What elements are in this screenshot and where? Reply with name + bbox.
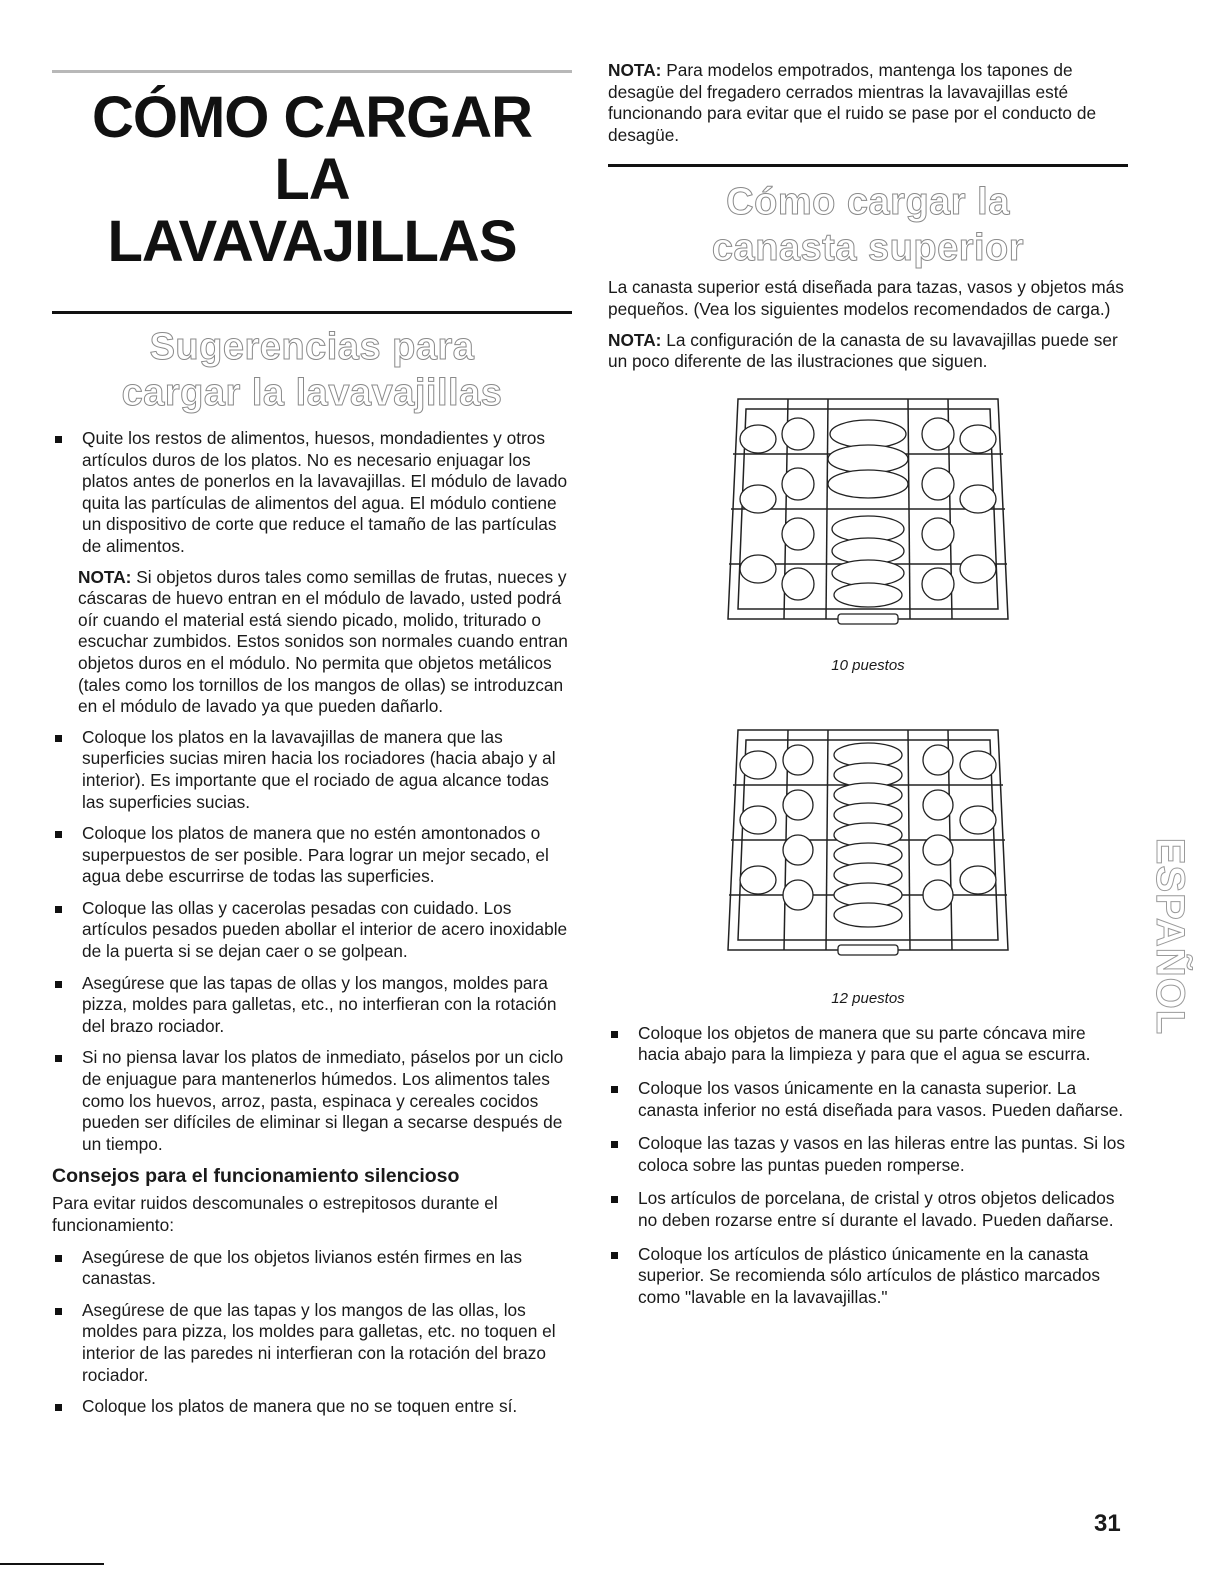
bullet-icon — [55, 981, 62, 988]
bullet-icon — [611, 1141, 618, 1148]
note-label: NOTA: — [78, 566, 132, 587]
upper-rack-note — [608, 330, 1128, 373]
rack-caption-10: 10 puestos — [831, 656, 905, 674]
list-item — [52, 973, 572, 1038]
bullet-icon — [55, 831, 62, 838]
tips-heading-line2: cargar la lavavajillas — [121, 372, 503, 414]
bullet-icon — [611, 1086, 618, 1093]
list-item — [608, 1244, 1128, 1309]
top-divider — [52, 70, 572, 73]
list-item-text: Quite los restos de alimentos, huesos, mondadientes y otros artículos duros de los platos. No es necesario enjuagar los platos antes de ponerlos en la lavavajillas. El módulo de lavado quita las partículas de alimentos del agua. El módulo contiene un dispositivo de corte que reduce el tamaño de las partículas de alimentos. — [82, 428, 568, 556]
list-item — [52, 428, 572, 558]
bullet-icon — [55, 436, 62, 443]
rack-illustration-12-place — [718, 710, 1018, 980]
list-item — [608, 1188, 1128, 1231]
list-item-text: Coloque las tazas y vasos en las hileras entre las puntas. Si los coloca sobre las puntas pueden romperse. — [638, 1133, 1126, 1175]
list-item — [52, 727, 572, 813]
rack-caption-12: 12 puestos — [831, 989, 905, 1007]
page-title — [52, 87, 572, 273]
quiet-list — [52, 1247, 572, 1418]
list-item — [52, 1300, 572, 1386]
tips-heading — [52, 324, 572, 416]
page-title-line1: CÓMO CARGAR LA — [91, 85, 533, 212]
page-number: 31 — [1094, 1510, 1121, 1537]
list-item-text: Asegúrese que las tapas de ollas y los mangos, moldes para pizza, moldes para galletas, etc., no interfieran con la rotación del brazo rociador. — [82, 972, 557, 1036]
quiet-heading: Consejos para el funcionamiento silencioso — [52, 1165, 460, 1188]
note-text: La configuración de la canasta de su lavavajillas puede ser un poco diferente de las ilustraciones que siguen. — [608, 329, 1118, 372]
list-item-text: Si no piensa lavar los platos de inmediato, páselos por un ciclo de enjuague para mantenerlos húmedos. Los alimentos tales como los huevos, arroz, pasta, espinaca y cereales cocidos pueden ser difíciles de eliminar si llegan a secarse después de un tiempo. — [82, 1047, 564, 1154]
list-item-text: Coloque los platos en la lavavajillas de manera que las superficies sucias miren hacia los rociadores (hacia abajo y al interior). Es importante que el rociado de agua alcance todas las superficies sucias. — [82, 726, 556, 812]
bullet-icon — [611, 1031, 618, 1038]
bullet-icon — [611, 1252, 618, 1259]
upper-rack-heading-line1: Cómo cargar la — [726, 181, 1010, 224]
bullet-icon — [55, 1404, 62, 1411]
list-item-text: Coloque las ollas y cacerolas pesadas con cuidado. Los artículos pesados pueden abollar el interior de acero inoxidable de la puerta si se dejan caer o se golpean. — [82, 897, 568, 962]
upper-rack-intro: La canasta superior está diseñada para tazas, vasos y objetos más pequeños. (Vea los siguientes modelos recomendados de carga.) — [608, 277, 1124, 319]
bullet-icon — [55, 906, 62, 913]
note-label: NOTA: — [608, 60, 662, 80]
bullet-icon — [55, 735, 62, 742]
list-item — [52, 1047, 572, 1155]
list-item-text: Asegúrese de que las tapas y los mangos de las ollas, los moldes para pizza, los moldes para galletas, etc. no toquen el interior de las paredes ni interfieran con la rotación del brazo rociador. — [82, 1299, 556, 1385]
list-item — [608, 1133, 1128, 1176]
list-item — [52, 823, 572, 888]
upper-rack-list — [608, 1023, 1128, 1309]
tips-list-continued — [52, 727, 572, 1156]
upper-rack-heading-line2: canasta superior — [711, 227, 1025, 270]
note-label: NOTA: — [608, 329, 662, 350]
list-item-text: Coloque los platos de manera que no estén amontonados o superpuestos de ser posible. Para lograr un mejor secado, el agua debe escurrirse de todas las superficies. — [82, 823, 549, 887]
list-item-text: Los artículos de porcelana, de cristal y otros objetos delicados no deben rozarse entre sí durante el lavado. Pueden dañarse. — [638, 1188, 1115, 1230]
language-side-tab — [1148, 818, 1193, 1054]
list-item — [52, 1396, 572, 1418]
bullet-icon — [611, 1196, 618, 1203]
bullet-icon — [55, 1308, 62, 1315]
list-item — [608, 1023, 1128, 1066]
page-title-line2: LAVAVAJILLAS — [107, 209, 517, 274]
list-item-text: Asegúrese de que los objetos livianos estén firmes en las canastas. — [82, 1246, 522, 1289]
note-text: Si objetos duros tales como semillas de frutas, nueces y cáscaras de huevo entran en el módulo de lavado, usted podrá oír cuando el material está siendo picado, molido, triturado o escuchar zumbidos. Estos sonidos son normales cuando entran objetos duros en el módulo. No permita que objetos metálicos (tales como los tornillos de los mangos de ollas) se introduzcan en el módulo de lavado ya que pueden dañarlo. — [78, 566, 568, 717]
right-column — [608, 60, 1128, 1308]
language-side-tab-label: ESPAÑOL — [1148, 837, 1193, 1035]
list-item — [608, 1078, 1128, 1121]
quiet-intro: Para evitar ruidos descomunales o estrepitosos durante el funcionamiento: — [52, 1193, 498, 1235]
list-item-text: Coloque los objetos de manera que su parte cóncava mire hacia abajo para la limpieza y para que el agua se escurra. — [638, 1022, 1091, 1065]
list-item — [52, 898, 572, 963]
upper-rack-heading — [608, 179, 1128, 271]
tips-heading-line1: Sugerencias para — [149, 326, 475, 368]
bullet-icon — [55, 1055, 62, 1062]
section-divider — [608, 164, 1128, 167]
tips-note — [52, 567, 572, 718]
list-item — [52, 1247, 572, 1290]
footer-divider — [0, 1563, 104, 1565]
section-divider — [52, 311, 572, 314]
list-item-text: Coloque los vasos únicamente en la canasta superior. La canasta inferior no está diseñada para vasos. Pueden dañarse. — [638, 1077, 1124, 1120]
list-item-text: Coloque los artículos de plástico únicamente en la canasta superior. Se recomienda sólo artículos de plástico marcados como "lavable en la lavavajillas." — [638, 1243, 1101, 1307]
rack-illustration-10-place — [718, 379, 1018, 649]
bullet-icon — [55, 1255, 62, 1262]
left-column — [52, 60, 572, 1418]
drain-note — [608, 60, 1128, 146]
list-item-text: Coloque los platos de manera que no se toquen entre sí. — [82, 1396, 518, 1417]
tips-list — [52, 428, 572, 558]
note-text: Para modelos empotrados, mantenga los tapones de desagüe del fregadero cerrados mientras la lavavajillas esté funcionando para evitar que el ruido se pase por el conducto de desagüe. — [608, 60, 1097, 145]
